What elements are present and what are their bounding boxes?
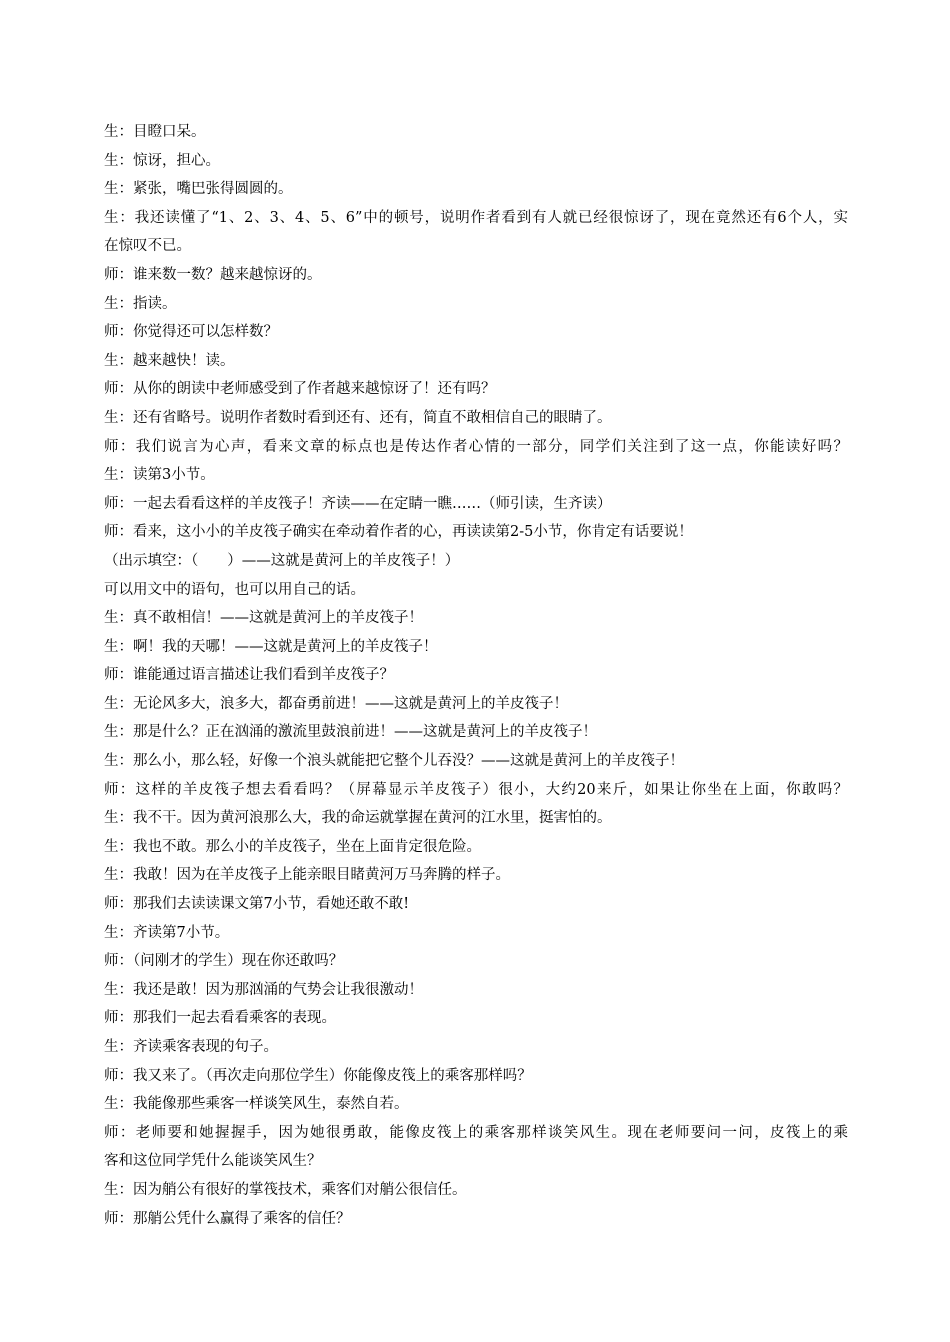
text-line: 生：还有省略号。说明作者数时看到还有、还有，简直不敢相信自己的眼睛了。 [104, 409, 612, 426]
text-line: 生：惊讶，担心。 [104, 152, 220, 169]
text-line: 生：读第3小节。 [104, 467, 215, 484]
text-line: 生：我还读懂了“1、2、3、4、5、6”中的顿号，说明作者看到有人就已经很惊讶了，现在竟然还有6个人，实 [104, 209, 848, 226]
text-line: 师：一起去看看这样的羊皮筏子！齐读——在定睛一瞧……（师引读，生齐读） [104, 495, 612, 512]
text-line: 生：啊！我的天哪！——这就是黄河上的羊皮筏子！ [104, 638, 438, 655]
text-line: 生：那么小，那么轻，好像一个浪头就能把它整个儿吞没？——这就是黄河上的羊皮筏子！ [104, 753, 684, 770]
text-line: 生：齐读第7小节。 [104, 924, 230, 941]
text-line: 师：这样的羊皮筏子想去看看吗？（屏幕显示羊皮筏子）很小，大约20来斤，如果让你坐在上面，你敢吗？ [104, 781, 848, 798]
text-line: 师：那我们去读读课文第7小节，看她还敢不敢! [104, 896, 410, 913]
text-line: 师：老师要和她握握手，因为她很勇敢，能像皮筏上的乘客那样谈笑风生。现在老师要问一问，皮筏上的乘 [104, 1124, 848, 1141]
text-line: 生：因为艄公有很好的掌筏技术，乘客们对艄公很信任。 [104, 1181, 467, 1198]
text-line: 师：你觉得还可以怎样数？ [104, 324, 278, 341]
text-line: 生：无论风多大，浪多大，都奋勇前进！——这就是黄河上的羊皮筏子！ [104, 695, 568, 712]
text-line: 师：我们说言为心声，看来文章的标点也是传达作者心情的一部分，同学们关注到了这一点，你能读好吗？ [104, 438, 848, 455]
text-line: 师：那艄公凭什么赢得了乘客的信任？ [104, 1210, 351, 1227]
text-line: 可以用文中的语句，也可以用自己的话。 [104, 581, 365, 598]
text-line: 生：我不干。因为黄河浪那么大，我的命运就掌握在黄河的江水里，挺害怕的。 [104, 810, 612, 827]
text-line: 生：我还是敢！因为那汹涌的气势会让我很激动！ [104, 981, 423, 998]
text-line: 生：那是什么？正在汹涌的激流里鼓浪前进！——这就是黄河上的羊皮筏子！ [104, 724, 597, 741]
text-line: 生：我敢！因为在羊皮筏子上能亲眼目睹黄河万马奔腾的样子。 [104, 867, 510, 884]
text-line: 师：从你的朗读中老师感受到了作者越来越惊讶了！还有吗？ [104, 381, 496, 398]
document-body [104, 118, 848, 1233]
text-line: 师：那我们一起去看看乘客的表现。 [104, 1010, 336, 1027]
text-line: 在惊叹不已。 [104, 238, 191, 255]
text-line: 师：我又来了。（再次走向那位学生）你能像皮筏上的乘客那样吗？ [104, 1067, 532, 1084]
text-line: 生：越来越快！读。 [104, 352, 235, 369]
text-line: 生：我能像那些乘客一样谈笑风生，泰然自若。 [104, 1096, 409, 1113]
text-line: 生：紧张，嘴巴张得圆圆的。 [104, 181, 293, 198]
text-line: 师：谁能通过语言描述让我们看到羊皮筏子？ [104, 667, 394, 684]
text-line: （出示填空：（ ）——这就是黄河上的羊皮筏子！） [104, 552, 460, 569]
text-line: 师：谁来数一数？越来越惊讶的。 [104, 266, 322, 283]
text-line: 师：（问刚才的学生）现在你还敢吗？ [104, 953, 344, 970]
text-line: 生：我也不敢。那么小的羊皮筏子，坐在上面肯定很危险。 [104, 838, 481, 855]
text-line: 师：看来，这小小的羊皮筏子确实在牵动着作者的心，再读读第2-5小节，你肯定有话要说！ [104, 524, 693, 541]
text-line: 生：指读。 [104, 295, 177, 312]
text-line: 生：目瞪口呆。 [104, 124, 206, 140]
text-line: 生：真不敢相信！——这就是黄河上的羊皮筏子！ [104, 610, 423, 627]
text-line: 客和这位同学凭什么能谈笑风生？ [104, 1153, 322, 1170]
text-line: 生：齐读乘客表现的句子。 [104, 1039, 278, 1055]
